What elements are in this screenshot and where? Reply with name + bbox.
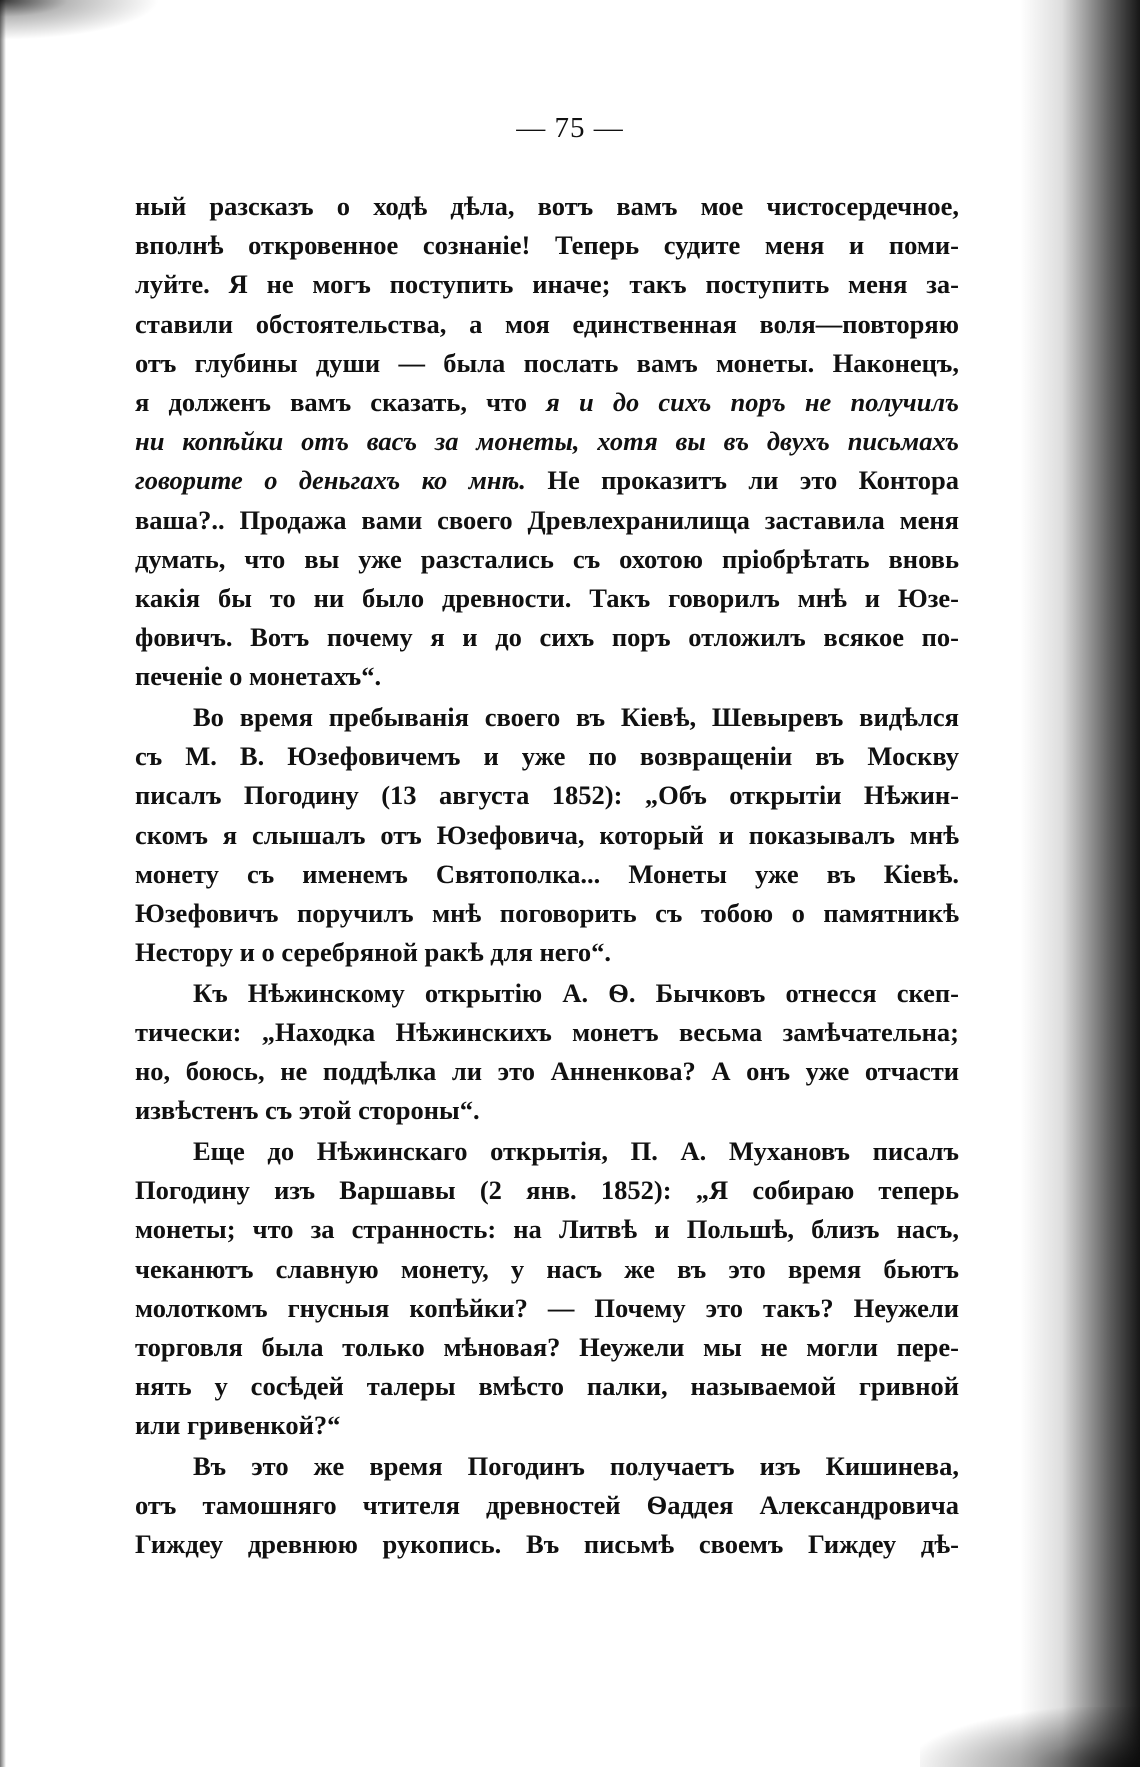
text-line (135, 383, 959, 422)
text-line: Въ это же время Погодинъ получаетъ изъ Кишинева, (193, 1451, 959, 1481)
scan-edge-right (1020, 0, 1140, 1767)
page-number: — 75 — (516, 112, 624, 144)
text-line: вполнѣ откровенное сознаніе! Теперь судите меня и поми- (135, 230, 959, 261)
text-regular: я долженъ вамъ сказать, что (135, 386, 547, 417)
text-line: монету съ именемъ Святополка... Монеты уже въ Кіевѣ. (135, 858, 959, 889)
text-line: ный разсказъ о ходѣ дѣла, вотъ вамъ мое чистосердечное, (135, 191, 959, 221)
scan-corner-top-left (0, 0, 160, 40)
text-line: или гривенкой?“ (135, 1410, 341, 1441)
text-line: Погодину изъ Варшавы (2 янв. 1852): „Я собираю теперь (135, 1175, 959, 1206)
body-text (135, 187, 959, 1565)
text-regular: Не проказитъ ли это Контора (525, 465, 959, 496)
text-line: отъ глубины души — была послать вамъ монеты. Наконецъ, (135, 347, 959, 378)
text-line: тически: „Находка Нѣжинскихъ монетъ весьма замѣчательна; (135, 1016, 959, 1047)
text-line: Къ Нѣжинскому открытію А. Ѳ. Бычковъ отнесся скеп- (193, 977, 959, 1008)
text-line: извѣстенъ съ этой стороны“. (135, 1095, 480, 1126)
text-italic: ни копѣйки отъ васъ за монеты, хотя вы въ двухъ письмахъ (135, 426, 959, 457)
text-line: думать, что вы уже разстались съ охотою пріобрѣтать вновь (135, 543, 959, 574)
text-line (135, 461, 959, 500)
text-line: фовичъ. Вотъ почему я и до сихъ поръ отложилъ всякое по- (135, 622, 959, 653)
text-line: печеніе о монетахъ“. (135, 661, 382, 692)
text-line: писалъ Погодину (13 августа 1852): „Объ открытіи Нѣжин- (135, 780, 959, 811)
text-line: нять у сосѣдей талеры вмѣсто палки, называемой гривной (135, 1371, 959, 1402)
text-line: отъ тамошняго чтителя древностей Ѳаддея Александровича (135, 1490, 959, 1521)
scan-edge-left (0, 0, 6, 1767)
text-line: молоткомъ гнусныя копѣйки? — Почему это такъ? Неужели (135, 1292, 959, 1323)
text-line: но, боюсь, не поддѣлка ли это Анненкова? А онъ уже отчасти (135, 1056, 959, 1087)
text-line: какія бы то ни было древности. Такъ говорилъ мнѣ и Юзе- (135, 582, 959, 613)
text-line: Еще до Нѣжинскаго открытія, П. А. Мухановъ писалъ (193, 1136, 959, 1166)
scan-corner-bottom-right (920, 1707, 1140, 1767)
text-line: ставили обстоятельства, а моя единственная воля—повторяю (135, 308, 959, 339)
text-line: торговля была только мѣновая? Неужели мы не могли пере- (135, 1331, 959, 1362)
text-italic: говорите о деньгахъ ко мнѣ. (135, 465, 526, 496)
text-line: ваша?.. Продажа вами своего Древлехранилища заставила меня (135, 504, 959, 535)
text-line: чеканютъ славную монету, у насъ же въ это время бьютъ (135, 1253, 959, 1284)
text-italic: я и до сихъ поръ не получилъ (546, 386, 959, 417)
text-line: скомъ я слышалъ отъ Юзефовича, который и показывалъ мнѣ (135, 819, 959, 850)
text-line: монеты; что за странность: на Литвѣ и Польшѣ, близъ насъ, (135, 1214, 959, 1245)
text-line: Нестору и о серебряной ракѣ для него“. (135, 937, 612, 968)
text-line: съ М. В. Юзефовичемъ и уже по возвращеніи въ Москву (135, 741, 959, 772)
text-line: Гиждеу древнюю рукопись. Въ письмѣ своемъ Гиждеу дѣ- (135, 1529, 959, 1560)
text-line (135, 422, 959, 461)
text-line: луйте. Я не могъ поступить иначе; такъ поступить меня за- (135, 269, 959, 300)
text-line: Юзефовичъ поручилъ мнѣ поговорить съ тобою о памятникѣ (135, 897, 959, 928)
text-line: Во время пребыванія своего въ Кіевѣ, Шевыревъ видѣлся (193, 701, 959, 732)
